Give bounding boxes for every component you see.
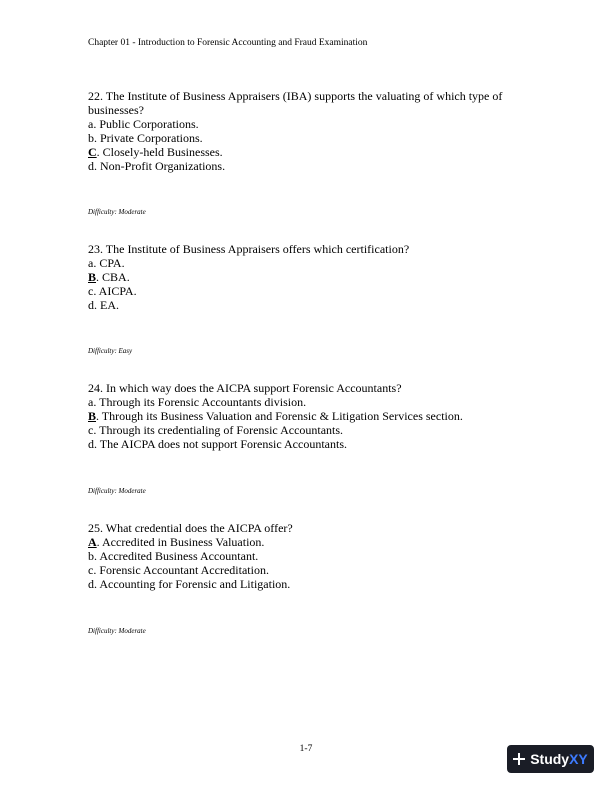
option-letter: d bbox=[88, 577, 94, 591]
question-23 bbox=[88, 242, 528, 312]
answer-option bbox=[88, 437, 528, 451]
difficulty-label: Difficulty: Easy bbox=[88, 347, 133, 355]
option-letter-correct: B bbox=[88, 270, 97, 284]
answer-option-correct bbox=[88, 535, 528, 549]
page-header: Chapter 01 - Introduction to Forensic Accounting and Fraud Examination bbox=[88, 38, 368, 48]
answer-option bbox=[88, 131, 528, 145]
option-text: . Accredited Business Accountant. bbox=[94, 549, 259, 563]
option-text: . AICPA. bbox=[93, 284, 137, 298]
option-text: . Accounting for Forensic and Litigation. bbox=[94, 577, 291, 591]
answer-option bbox=[88, 284, 528, 298]
option-letter: d bbox=[88, 298, 94, 312]
badge-brand-accent: XY bbox=[569, 751, 588, 767]
option-letter: b bbox=[88, 549, 94, 563]
option-letter: b bbox=[88, 131, 94, 145]
answer-option bbox=[88, 563, 528, 577]
option-letter: c bbox=[88, 423, 94, 437]
answer-option bbox=[88, 577, 528, 591]
page-number: 1-7 bbox=[299, 744, 313, 754]
answer-option bbox=[88, 256, 528, 270]
option-letter-correct: B bbox=[88, 409, 97, 423]
question-stem: 24. In which way does the AICPA support Forensic Accountants? bbox=[88, 381, 402, 395]
option-letter: c bbox=[88, 284, 94, 298]
option-letter-correct: C bbox=[88, 145, 97, 159]
badge-brand: Study bbox=[530, 751, 570, 767]
difficulty-label: Difficulty: Moderate bbox=[88, 487, 146, 495]
studyxy-badge[interactable] bbox=[507, 745, 594, 773]
option-letter: a bbox=[88, 395, 94, 409]
option-text: . Private Corporations. bbox=[94, 131, 203, 145]
question-25 bbox=[88, 521, 528, 591]
difficulty-label: Difficulty: Moderate bbox=[88, 208, 146, 216]
answer-option bbox=[88, 423, 528, 437]
answer-option bbox=[88, 395, 528, 409]
option-text: . Through its Business Valuation and Forensic & Litigation Services section. bbox=[96, 409, 463, 423]
difficulty-label: Difficulty: Moderate bbox=[88, 627, 146, 635]
option-letter: a bbox=[88, 256, 94, 270]
plus-icon bbox=[513, 753, 525, 765]
option-text: . CBA. bbox=[96, 270, 130, 284]
option-text: . EA. bbox=[94, 298, 119, 312]
question-24 bbox=[88, 381, 528, 451]
question-stem: 22. The Institute of Business Appraisers (IBA) supports the valuating of which type of businesses? bbox=[88, 89, 503, 117]
answer-option-correct bbox=[88, 409, 528, 423]
answer-option bbox=[88, 549, 528, 563]
answer-option-correct bbox=[88, 145, 528, 159]
option-text: . Non-Profit Organizations. bbox=[94, 159, 226, 173]
option-letter-correct: A bbox=[88, 535, 97, 549]
question-22 bbox=[88, 89, 528, 173]
option-letter: c bbox=[88, 563, 94, 577]
option-text: . Closely-held Businesses. bbox=[96, 145, 223, 159]
question-stem: 25. What credential does the AICPA offer? bbox=[88, 521, 293, 535]
option-text: . Public Corporations. bbox=[93, 117, 199, 131]
option-text: . CPA. bbox=[93, 256, 125, 270]
badge-label bbox=[530, 751, 588, 767]
answer-option-correct bbox=[88, 270, 528, 284]
answer-option bbox=[88, 298, 528, 312]
option-text: . Forensic Accountant Accreditation. bbox=[93, 563, 269, 577]
option-text: . Through its credentialing of Forensic Accountants. bbox=[93, 423, 344, 437]
answer-option bbox=[88, 159, 528, 173]
option-text: . Accredited in Business Valuation. bbox=[96, 535, 265, 549]
option-text: . The AICPA does not support Forensic Accountants. bbox=[94, 437, 347, 451]
answer-option bbox=[88, 117, 528, 131]
question-stem: 23. The Institute of Business Appraisers offers which certification? bbox=[88, 242, 410, 256]
option-letter: d bbox=[88, 437, 94, 451]
option-letter: a bbox=[88, 117, 94, 131]
option-letter: d bbox=[88, 159, 94, 173]
option-text: . Through its Forensic Accountants division. bbox=[93, 395, 307, 409]
